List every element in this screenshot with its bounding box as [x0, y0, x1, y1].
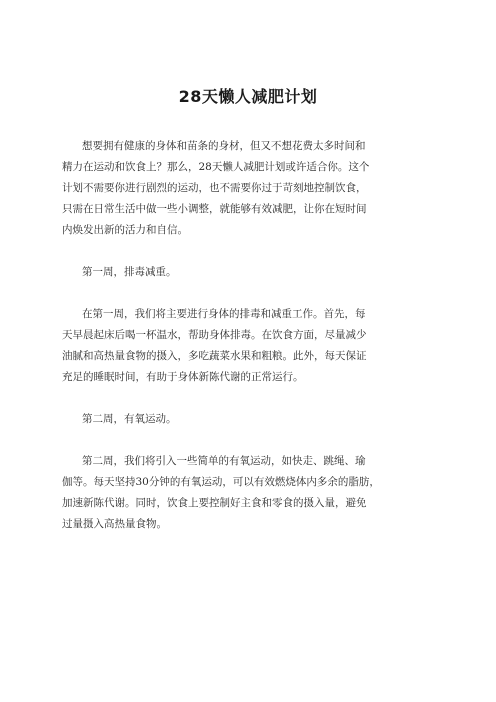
paragraph-line: 过量摄入高热量食物。 [62, 518, 167, 530]
paragraph-line: 油腻和高热量食物的摄入，多吃蔬菜水果和粗粮。此外，每天保证 [62, 350, 367, 362]
paragraph-line: 充足的睡眠时间，有助于身体新陈代谢的正常运行。 [62, 371, 304, 383]
paragraph-line: 精力在运动和饮食上？那么，28天懒人减肥计划或许适合你。这个 [62, 161, 370, 173]
paragraph-line: 在第一周，我们将主要进行身体的排毒和减重工作。首先，每 [82, 308, 366, 320]
section-heading: 第二周，有氧运动。 [82, 413, 177, 425]
paragraph-line: 天早晨起床后喝一杯温水，帮助身体排毒。在饮食方面，尽量减少 [62, 329, 367, 341]
paragraph-line: 想要拥有健康的身体和苗条的身材，但又不想花费太多时间和 [82, 140, 366, 152]
paragraph-line: 第二周，我们将引入一些简单的有氧运动，如快走、跳绳、瑜 [82, 455, 366, 467]
paragraph-line: 伽等。每天坚持30分钟的有氧运动，可以有效燃烧体内多余的脂肪， [62, 476, 380, 488]
section-heading: 第一周，排毒减重。 [82, 266, 177, 278]
paragraph-line: 计划不需要你进行剧烈的运动，也不需要你过于苛刻地控制饮食， [62, 182, 367, 194]
paragraph-line: 只需在日常生活中做一些小调整，就能够有效减肥，让你在短时间 [62, 203, 367, 215]
paragraph-line: 加速新陈代谢。同时，饮食上要控制好主食和零食的摄入量，避免 [62, 497, 367, 509]
page-title: 28天懒人减肥计划 [178, 87, 318, 106]
paragraph-line: 内焕发出新的活力和自信。 [62, 224, 188, 236]
